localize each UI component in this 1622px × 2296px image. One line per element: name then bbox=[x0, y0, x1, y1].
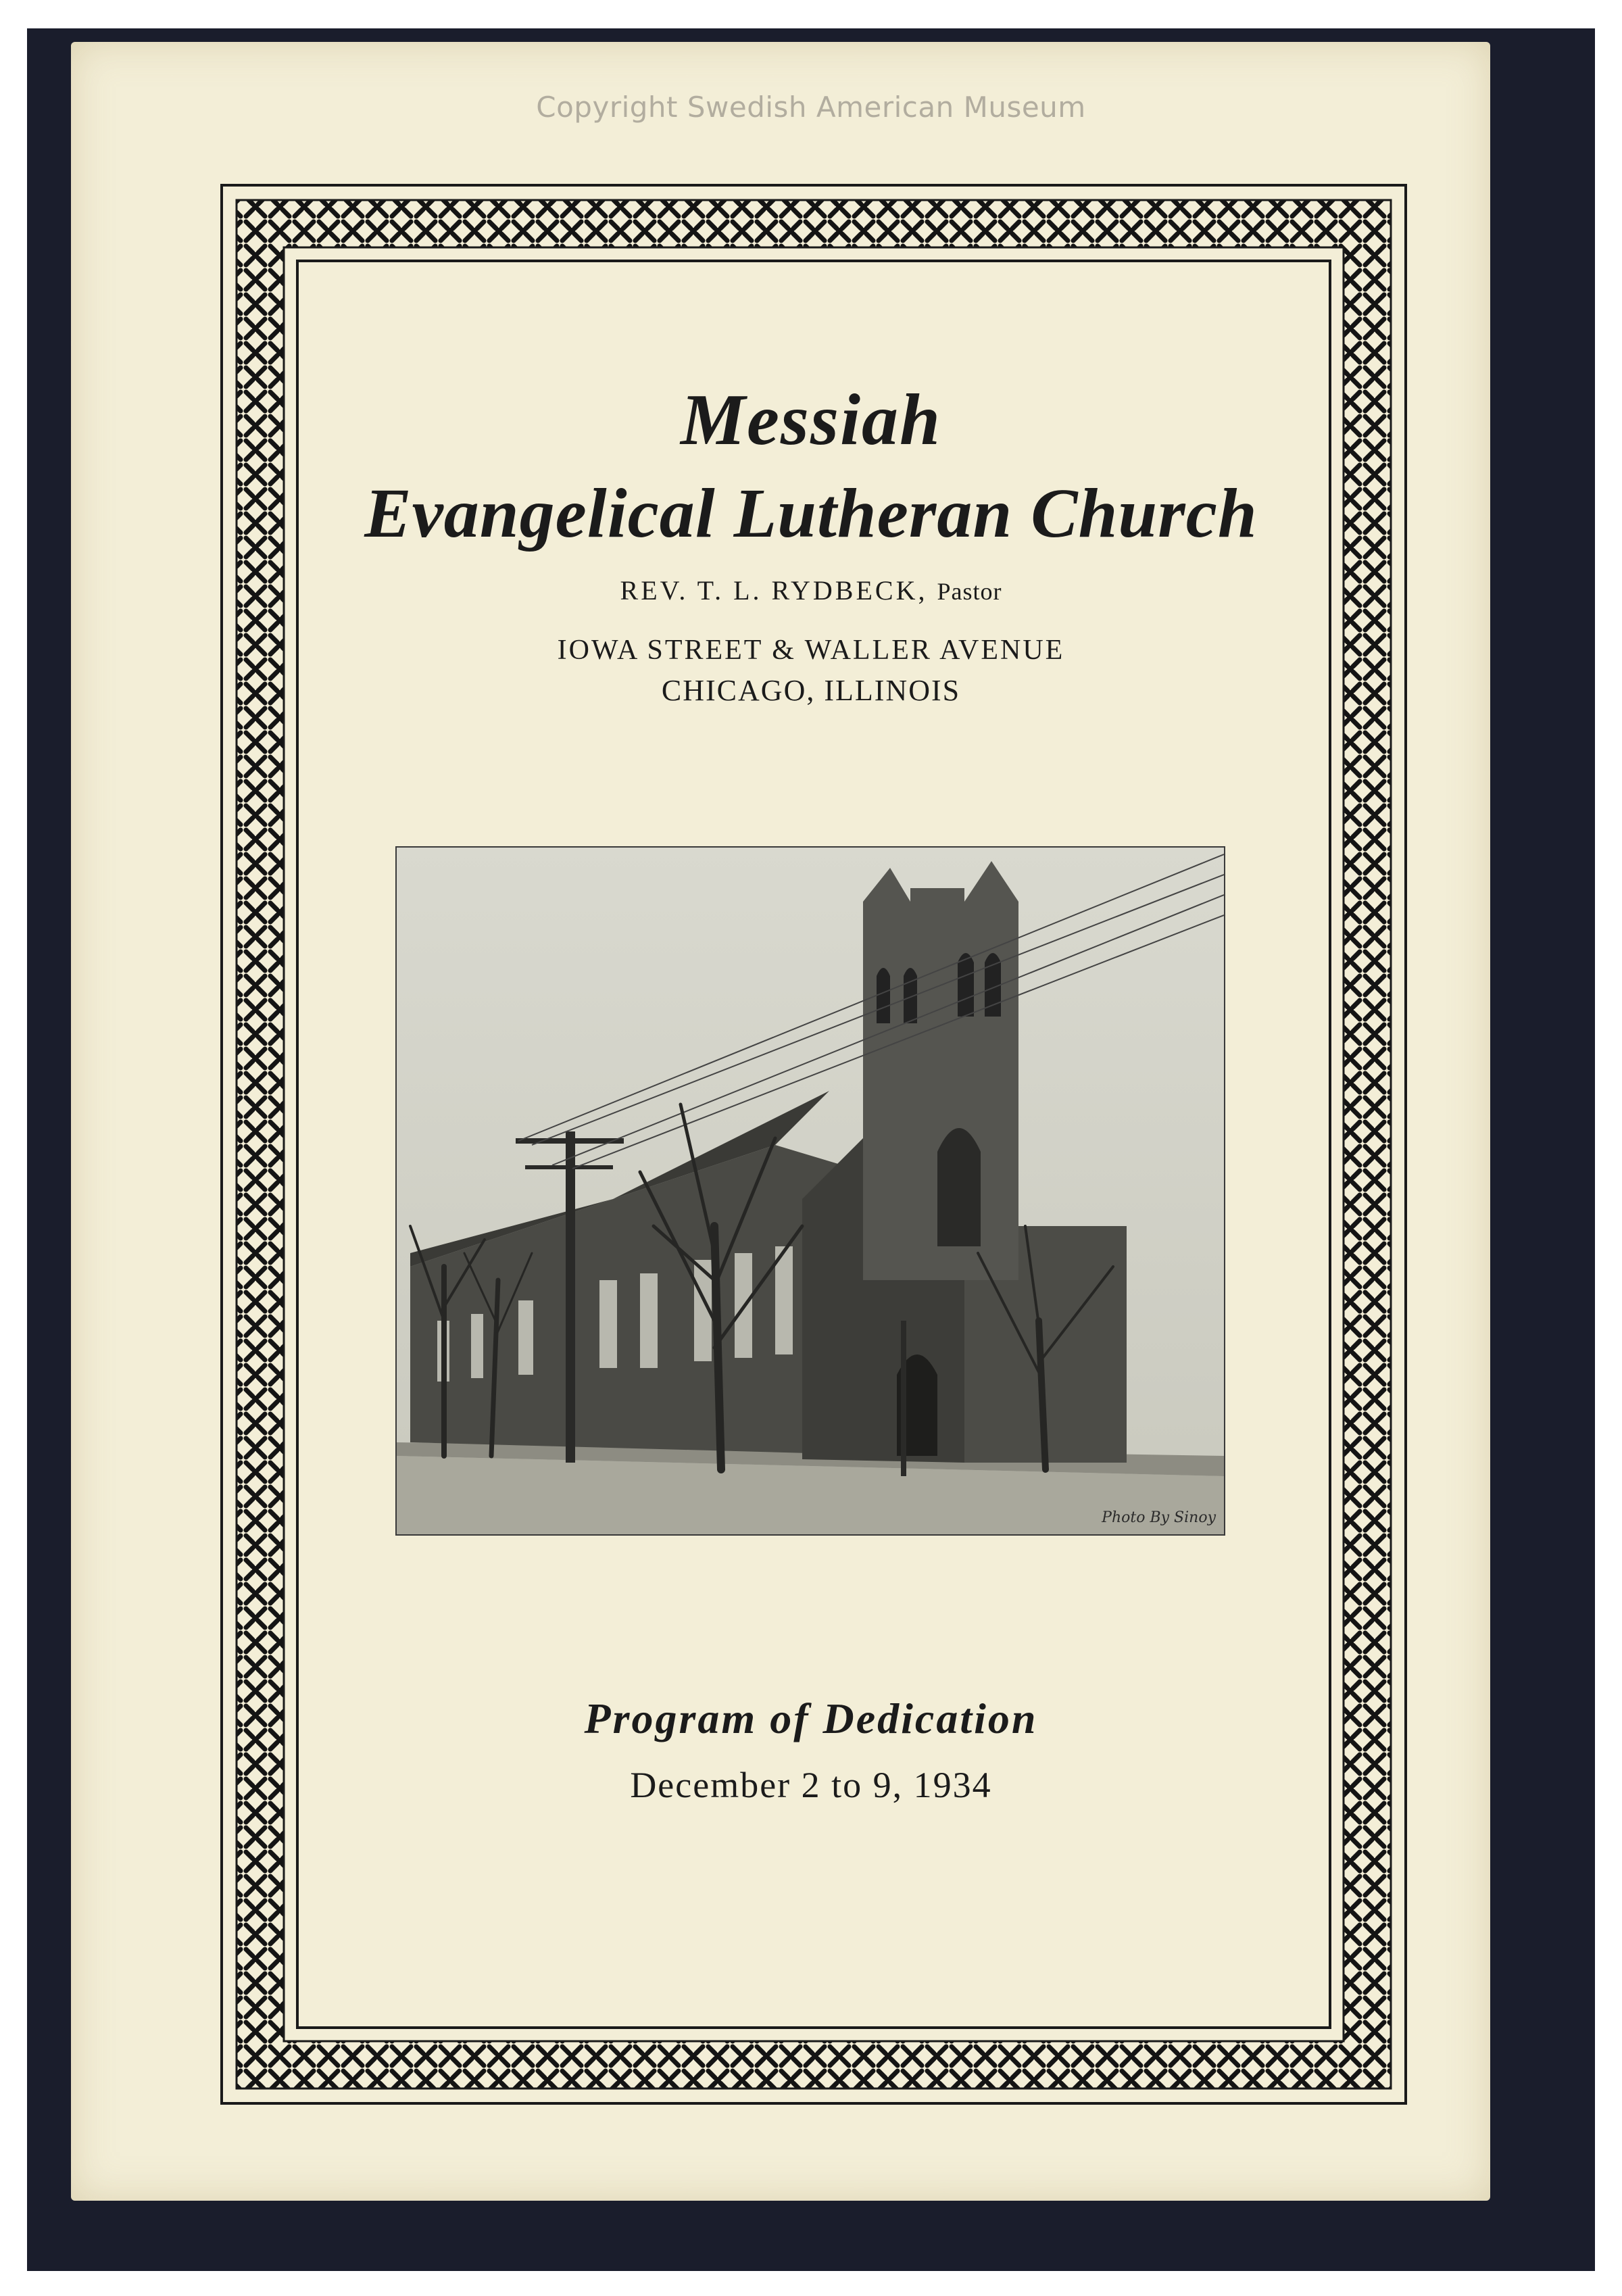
church-building-image bbox=[397, 848, 1224, 1534]
pastor-name: REV. T. L. RYDBECK, bbox=[620, 575, 928, 606]
program-title: Program of Dedication bbox=[584, 1694, 1038, 1742]
church-name-line-2: Evangelical Lutheran Church bbox=[364, 474, 1258, 552]
program-dates: December 2 to 9, 1934 bbox=[630, 1765, 992, 1805]
church-photograph bbox=[395, 846, 1225, 1536]
street-address: IOWA STREET & WALLER AVENUE bbox=[557, 635, 1065, 666]
pastor-role: Pastor bbox=[937, 578, 1002, 605]
pastor-line bbox=[0, 575, 1622, 606]
photo-credit: Photo By Sinoy bbox=[1102, 1509, 1216, 1526]
city-address: CHICAGO, ILLINOIS bbox=[661, 674, 961, 707]
copyright-watermark: Copyright Swedish American Museum bbox=[536, 91, 1086, 124]
church-name-line-1: Messiah bbox=[680, 380, 942, 460]
